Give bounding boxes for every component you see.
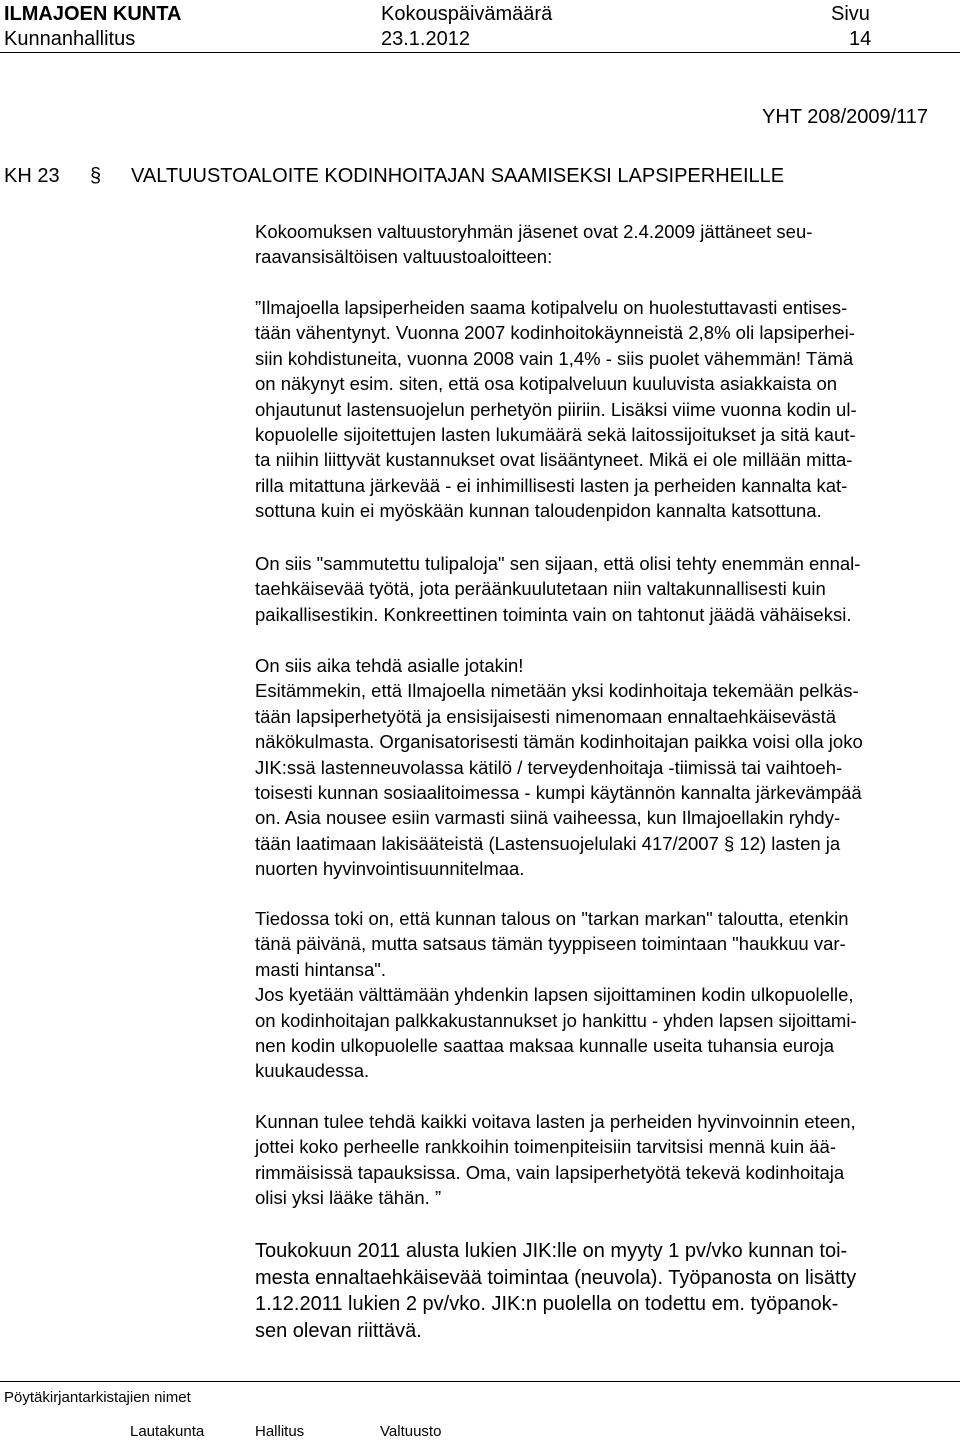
text-line: jottei koko perheelle rankkoihin toimenpiteisiin tarvitsisi mennä kuin ää- (255, 1136, 836, 1158)
text-line: toisesti kunnan sosiaalitoimessa - kumpi käytännön kannalta järkevämpää (255, 782, 862, 804)
org-name: ILMAJOEN KUNTA (4, 3, 182, 25)
section-number: KH 23 (4, 165, 60, 187)
text-line: näkökulmasta. Organisatorisesti tämän kodinhoitajan paikka voisi olla joko (255, 731, 863, 753)
text-line: rimmäisissä tapauksissa. Oma, vain lapsiperhetyötä tekevä kodinhoitaja (255, 1161, 845, 1183)
text-line: On siis aika tehdä asialle jotakin! (255, 655, 524, 676)
signatures-label: Pöytäkirjantarkistajien nimet (4, 1389, 191, 1406)
meeting-date: 23.1.2012 (381, 28, 470, 50)
footer-col-lautakunta: Lautakunta (130, 1423, 205, 1440)
footer-col-hallitus: Hallitus (255, 1423, 305, 1440)
text-line: tään laatimaan lakisääteistä (Lastensuojelulaki 417/2007 § 12) lasten ja (255, 832, 841, 854)
text-line: mesta ennaltaehkäisevää toimintaa (neuvola). Työpanosta on lisätty (255, 1266, 857, 1289)
paragraph-quote-2 (255, 551, 955, 627)
header-divider (0, 52, 960, 53)
text-line: kopuolelle sijoitettujen lasten lukumäärä sekä laitossijoitukset ja sitä kaut- (255, 424, 856, 446)
text-line: paikallisestikin. Konkreettinen toiminta vain on tahtonut jäädä vähäiseksi. (255, 603, 852, 625)
text-line: Kokoomuksen valtuustoryhmän jäsenet ovat 2.4.2009 jättäneet seu- (255, 221, 813, 242)
paragraph-final (255, 1238, 955, 1344)
page-label: Sivu (831, 3, 870, 25)
text-line: kuukaudessa. (255, 1060, 370, 1082)
reference-number: YHT 208/2009/117 (762, 106, 929, 128)
text-line: ohjautunut lastensuojelun perhetyön piiriin. Lisäksi viime vuonna kodin ul- (255, 398, 857, 420)
text-line: sen olevan riittävä. (255, 1319, 422, 1342)
text-line: ta niihin liittyvät kustannukset ovat lisääntyneet. Mikä ei ole millään mitta- (255, 449, 853, 471)
text-line: Esitämmekin, että Ilmajoella nimetään yksi kodinhoitaja tekemään pelkäs- (255, 680, 859, 702)
text-line: tään lapsiperhetyötä ja ensisijaisesti nimenomaan ennaltaehkäisevästä (255, 705, 837, 727)
section-symbol: § (90, 165, 102, 187)
text-line: tänä päivänä, mutta satsaus tämän tyyppiseen toimintaan "haukkuu var- (255, 933, 846, 955)
footer-divider (0, 1381, 960, 1382)
text-line: sottuna kuin ei myöskään kunnan taloudenpidon kannalta katsottuna. (255, 500, 822, 522)
text-line: Toukokuun 2011 alusta lukien JIK:lle on myyty 1 pv/vko kunnan toi- (255, 1240, 848, 1262)
body-name: Kunnanhallitus (4, 28, 136, 50)
text-line: on kodinhoitajan palkkakustannukset jo hankittu - yhden lapsen sijoittami- (255, 1009, 857, 1031)
footer-col-valtuusto: Valtuusto (380, 1423, 442, 1440)
paragraph-quote-3 (255, 653, 955, 882)
text-line: Jos kyetään välttämään yhdenkin lapsen sijoittaminen kodin ulkopuolelle, (255, 984, 854, 1006)
paragraph-quote-4 (255, 906, 955, 1084)
text-line: 1.12.2011 lukien 2 pv/vko. JIK:n puolella on todettu em. työpanok- (255, 1293, 839, 1315)
text-line: On siis "sammutettu tulipaloja" sen sijaan, että olisi tehty enemmän ennal- (255, 553, 861, 574)
page-number: 14 (849, 28, 872, 50)
date-label: Kokouspäivämäärä (381, 3, 553, 25)
text-line: Tiedossa toki on, että kunnan talous on "tarkan markan" taloutta, etenkin (255, 908, 849, 929)
text-line: taehkäisevää työtä, jota peräänkuulutetaan niin valtakunnallisesti kuin (255, 578, 826, 600)
text-line: olisi yksi lääke tähän. ” (255, 1187, 442, 1209)
text-line: on. Asia nousee esiin varmasti siinä vaiheessa, kun Ilmajoellakin ryhdy- (255, 807, 841, 829)
text-line: siin kohdistuneita, vuonna 2008 vain 1,4% - siis puolet vähemmän! Tämä (255, 347, 854, 369)
text-line: tään vähentynyt. Vuonna 2007 kodinhoitokäynneistä 2,8% oli lapsiperhei- (255, 322, 855, 344)
section-title: VALTUUSTOALOITE KODINHOITAJAN SAAMISEKSI LAPSIPERHEILLE (131, 165, 785, 187)
text-line: Kunnan tulee tehdä kaikki voitava lasten ja perheiden hyvinvoinnin eteen, (255, 1111, 856, 1132)
text-line: ”Ilmajoella lapsiperheiden saama kotipalvelu on huolestuttavasti entises- (255, 297, 848, 318)
paragraph-quote-1 (255, 295, 955, 524)
text-line: masti hintansa". (255, 958, 386, 980)
text-line: JIK:ssä lastenneuvolassa kätilö / terveydenhoitaja -tiimissä tai vaihtoeh- (255, 756, 843, 778)
text-line: rilla mitattuna järkevää - ei inhimillisesti lasten ja perheiden kannalta kat- (255, 474, 848, 496)
text-line: nuorten hyvinvointisuunnitelmaa. (255, 858, 525, 880)
paragraph-intro (255, 219, 955, 270)
text-line: nen kodin ulkopuolelle saattaa maksaa kunnalle useita tuhansia euroja (255, 1035, 835, 1057)
paragraph-quote-5 (255, 1109, 955, 1211)
text-line: on näkynyt esim. siten, että osa kotipalveluun kuuluvista asiakkaista on (255, 373, 838, 395)
text-line: raavansisältöisen valtuustoaloitteen: (255, 246, 553, 268)
